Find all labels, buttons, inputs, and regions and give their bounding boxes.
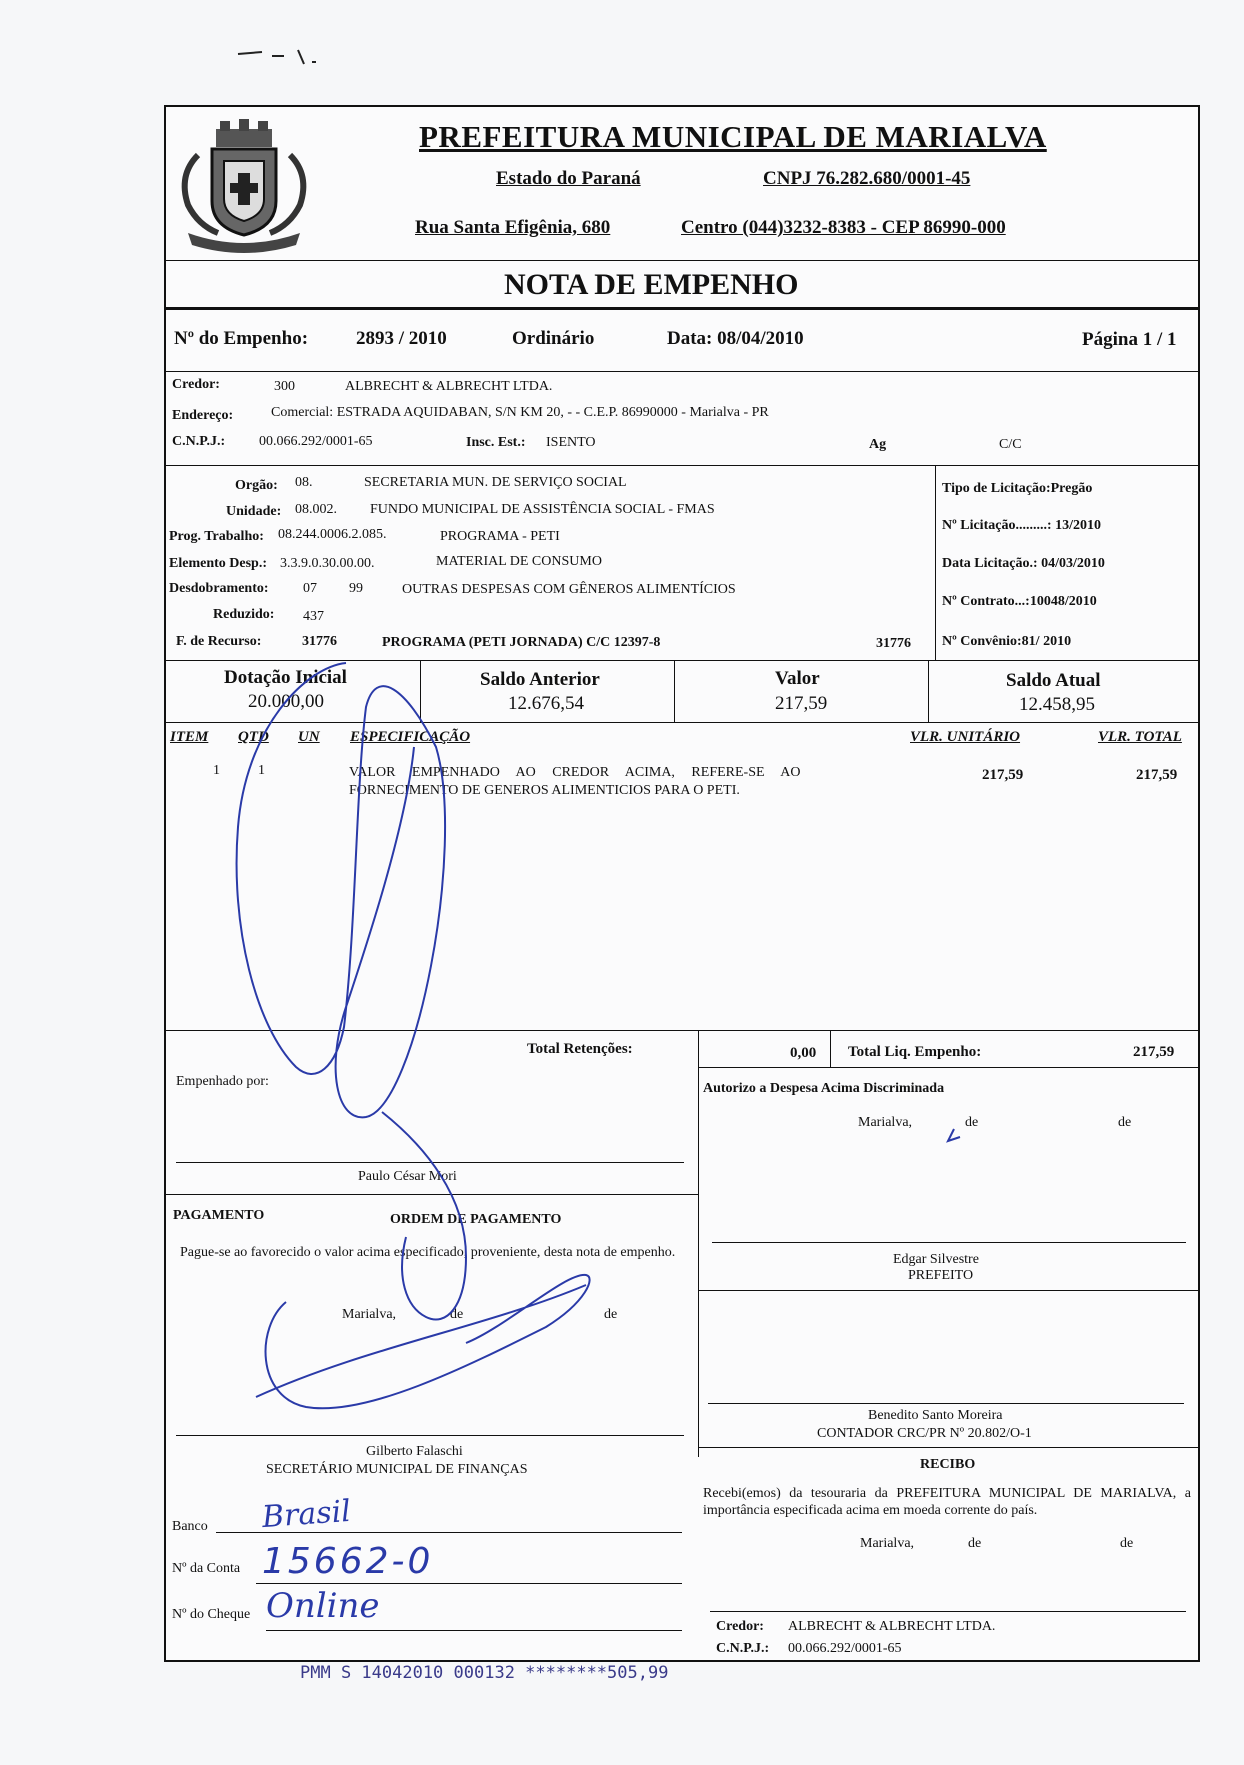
signature-scribbles bbox=[166, 107, 1198, 1660]
elemento-name: MATERIAL DE CONSUMO bbox=[436, 554, 602, 569]
empenhado-por-label: Empenhado por: bbox=[176, 1074, 269, 1089]
unidade-label: Unidade: bbox=[226, 504, 282, 519]
recurso-code: 31776 bbox=[302, 634, 337, 649]
recurso-name: PROGRAMA (PETI JORNADA) C/C 12397-8 bbox=[382, 635, 661, 650]
municipality-contact: Centro (044)3232-8383 - CEP 86990-000 bbox=[681, 217, 1006, 238]
autorizo-de-1: de bbox=[965, 1115, 979, 1130]
elemento-code: 3.3.9.0.30.00.00. bbox=[280, 556, 375, 571]
col-header-item: ITEM bbox=[170, 729, 209, 745]
recibo-credor-label: Credor: bbox=[716, 1619, 764, 1634]
cc-label: C/C bbox=[999, 437, 1022, 452]
contador-name: Benedito Santo Moreira bbox=[868, 1408, 1003, 1423]
insc-label: Insc. Est.: bbox=[466, 435, 526, 450]
licitacao-data: Data Licitação.: 04/03/2010 bbox=[942, 556, 1105, 571]
conta-label: Nº da Conta bbox=[172, 1561, 241, 1576]
handwritten-conta: 15662-0 bbox=[262, 1541, 434, 1582]
payment-stamp: PMM S 14042010 000132 ********505,99 bbox=[300, 1663, 669, 1683]
elemento-label: Elemento Desp.: bbox=[169, 556, 267, 571]
cnpj-value: 00.066.292/0001-65 bbox=[259, 434, 373, 449]
empenho-date: Data: 08/04/2010 bbox=[667, 328, 804, 349]
recibo-cnpj-value: 00.066.292/0001-65 bbox=[788, 1641, 902, 1656]
orgao-code: 08. bbox=[295, 475, 313, 490]
total-liquido-value: 217,59 bbox=[1133, 1044, 1175, 1060]
pagamento-de-2: de bbox=[604, 1307, 618, 1322]
handwritten-cheque: Online bbox=[266, 1586, 380, 1626]
desdobramento-code-a: 07 bbox=[303, 581, 317, 596]
reduzido-value: 437 bbox=[303, 609, 324, 624]
col-header-un: UN bbox=[298, 729, 320, 745]
col-header-especificacao: ESPECIFICAÇÃO bbox=[350, 729, 471, 745]
ag-label: Ag bbox=[869, 437, 887, 452]
licitacao-numero: Nº Licitação.........: 13/2010 bbox=[942, 518, 1101, 533]
handwritten-banco: Brasil bbox=[260, 1493, 352, 1536]
credor-name: ALBRECHT & ALBRECHT LTDA. bbox=[345, 379, 553, 394]
retencoes-value: 0,00 bbox=[790, 1045, 817, 1061]
recibo-city: Marialva, bbox=[860, 1536, 915, 1551]
saldo-atual-label: Saldo Atual bbox=[1006, 670, 1101, 691]
page-indicator: Página 1 / 1 bbox=[1082, 329, 1177, 350]
autorizo-text: Autorizo a Despesa Acima Discriminada bbox=[703, 1081, 945, 1096]
desdobramento-label: Desdobramento: bbox=[169, 581, 269, 596]
pagamento-de-1: de bbox=[450, 1307, 464, 1322]
insc-value: ISENTO bbox=[546, 435, 596, 450]
col-header-vlr-unitario: VLR. UNITÁRIO bbox=[910, 729, 1021, 745]
cnpj-label: C.N.P.J.: bbox=[172, 434, 226, 449]
recibo-text: Recebi(emos) da tesouraria da PREFEITURA MUNICIPAL DE MARIALVA, a importância especificada acima em moeda corrente do país. bbox=[703, 1486, 1191, 1518]
prefeito-role: PREFEITO bbox=[908, 1268, 974, 1283]
col-header-vlr-total: VLR. TOTAL bbox=[1098, 729, 1182, 745]
unidade-name: FUNDO MUNICIPAL DE ASSISTÊNCIA SOCIAL - FMAS bbox=[370, 502, 715, 517]
valor-value: 217,59 bbox=[775, 693, 828, 714]
contador-role: CONTADOR CRC/PR Nº 20.802/O-1 bbox=[817, 1426, 1032, 1441]
item-description-line2: FORNECIMENTO DE GENEROS ALIMENTICIOS PARA O PETI. bbox=[349, 783, 740, 798]
convenio-numero: Nº Convênio:81/ 2010 bbox=[942, 634, 1072, 649]
recibo-title: RECIBO bbox=[920, 1457, 976, 1472]
item-number: 1 bbox=[213, 763, 220, 778]
reduzido-label: Reduzido: bbox=[213, 607, 275, 622]
municipality-cnpj: CNPJ 76.282.680/0001-45 bbox=[763, 168, 971, 189]
secretario-role: SECRETÁRIO MUNICIPAL DE FINANÇAS bbox=[266, 1462, 528, 1477]
pagamento-city: Marialva, bbox=[342, 1307, 397, 1322]
state-name: Estado do Paraná bbox=[496, 168, 641, 189]
empenhado-por-name: Paulo César Mori bbox=[358, 1169, 457, 1184]
secretario-name: Gilberto Falaschi bbox=[366, 1444, 463, 1459]
orgao-name: SECRETARIA MUN. DE SERVIÇO SOCIAL bbox=[364, 475, 627, 490]
total-liquido-label: Total Liq. Empenho: bbox=[848, 1044, 982, 1060]
dotacao-value: 20.000,00 bbox=[248, 691, 324, 712]
empenho-type: Ordinário bbox=[512, 328, 595, 349]
prog-name: PROGRAMA - PETI bbox=[440, 529, 560, 544]
ordem-pagamento-title: ORDEM DE PAGAMENTO bbox=[390, 1212, 562, 1227]
contrato-numero: Nº Contrato...:10048/2010 bbox=[942, 594, 1097, 609]
document-title: NOTA DE EMPENHO bbox=[504, 268, 799, 301]
credor-label: Credor: bbox=[172, 377, 220, 392]
dotacao-label: Dotação Inicial bbox=[224, 667, 347, 688]
saldo-atual-value: 12.458,95 bbox=[1019, 694, 1095, 715]
endereco-label: Endereço: bbox=[172, 408, 234, 423]
licitacao-tipo: Tipo de Licitação:Pregão bbox=[942, 481, 1093, 496]
recibo-cnpj-label: C.N.P.J.: bbox=[716, 1641, 770, 1656]
valor-label: Valor bbox=[775, 668, 820, 689]
nota-empenho-form bbox=[164, 105, 1200, 1662]
prog-code: 08.244.0006.2.085. bbox=[278, 527, 387, 542]
item-qtd: 1 bbox=[258, 763, 265, 778]
recurso-code-2: 31776 bbox=[876, 636, 911, 651]
prefeito-name: Edgar Silvestre bbox=[893, 1252, 979, 1267]
endereco-value: Comercial: ESTRADA AQUIDABAN, S/N KM 20, - - C.E.P. 86990000 - Marialva - PR bbox=[271, 405, 769, 420]
col-header-qtd: QTD bbox=[238, 729, 269, 745]
desdobramento-name: OUTRAS DESPESAS COM GÊNEROS ALIMENTÍCIOS bbox=[402, 582, 736, 597]
unidade-code: 08.002. bbox=[295, 502, 337, 517]
saldo-anterior-label: Saldo Anterior bbox=[480, 669, 600, 690]
scan-marks bbox=[232, 44, 342, 68]
item-description-line1: VALOR EMPENHADO AO CREDOR ACIMA, REFERE-SE AO bbox=[349, 765, 801, 780]
autorizo-city: Marialva, bbox=[858, 1115, 913, 1130]
recibo-de-2: de bbox=[1120, 1536, 1134, 1551]
recurso-label: F. de Recurso: bbox=[176, 634, 262, 649]
pagamento-text: Pague-se ao favorecido o valor acima especificado, proveniente, desta nota de empenho. bbox=[180, 1245, 676, 1260]
cheque-label: Nº do Cheque bbox=[172, 1607, 251, 1622]
credor-code: 300 bbox=[274, 379, 295, 394]
recibo-de-1: de bbox=[968, 1536, 982, 1551]
recibo-credor-value: ALBRECHT & ALBRECHT LTDA. bbox=[788, 1619, 996, 1634]
orgao-label: Orgão: bbox=[235, 478, 278, 493]
municipality-address: Rua Santa Efigênia, 680 bbox=[415, 217, 611, 238]
banco-label: Banco bbox=[172, 1519, 208, 1534]
prog-label: Prog. Trabalho: bbox=[169, 529, 264, 544]
saldo-anterior-value: 12.676,54 bbox=[508, 693, 584, 714]
municipality-title: PREFEITURA MUNICIPAL DE MARIALVA bbox=[419, 119, 1047, 154]
pagamento-label: PAGAMENTO bbox=[173, 1208, 265, 1223]
item-unit-value: 217,59 bbox=[982, 767, 1024, 783]
retencoes-label: Total Retenções: bbox=[527, 1041, 633, 1057]
item-total-value: 217,59 bbox=[1136, 767, 1178, 783]
desdobramento-code-b: 99 bbox=[349, 581, 363, 596]
empenho-number-label: Nº do Empenho: bbox=[174, 328, 309, 349]
autorizo-de-2: de bbox=[1118, 1115, 1132, 1130]
empenho-number: 2893 / 2010 bbox=[356, 328, 447, 349]
